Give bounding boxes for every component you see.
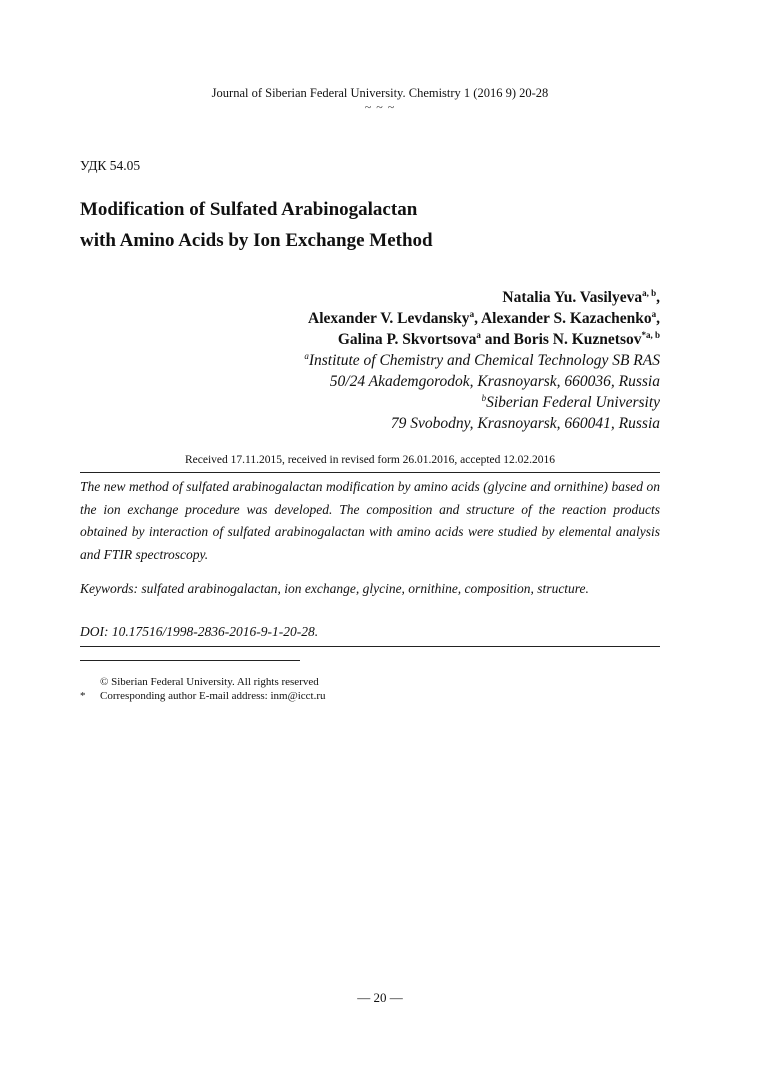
divider-top	[80, 472, 660, 473]
title-line-1: Modification of Sulfated Arabinogalactan	[80, 199, 418, 220]
affiliation-sup: a, b	[642, 287, 657, 298]
footnote-copyright: © Siberian Federal University. All rights reserved	[100, 676, 319, 688]
footnote-rule	[80, 660, 300, 661]
author-name: Alexander S. Kazachenko	[480, 310, 652, 327]
affiliation-sup: *a, b	[641, 329, 660, 340]
author-line-1	[304, 287, 660, 308]
affiliation-mark: b	[481, 392, 487, 403]
affiliation-b-line-1	[304, 392, 660, 413]
doi[interactable]: DOI: 10.17516/1998-2836-2016-9-1-20-28.	[80, 624, 319, 639]
affiliation-b-line-2: 79 Svobodny, Krasnoyarsk, 660041, Russia	[390, 415, 660, 432]
affiliation-a-line-2: 50/24 Akademgorodok, Krasnoyarsk, 660036, Russia	[329, 373, 660, 390]
keywords: Keywords: sulfated arabinogalactan, ion exchange, glycine, ornithine, composition, structure.	[80, 581, 589, 596]
title-line-2: with Amino Acids by Ion Exchange Method	[80, 230, 433, 251]
udk-code: УДК 54.05	[80, 158, 141, 173]
punct: and	[480, 331, 514, 348]
affiliation-text: Siberian Federal University	[486, 394, 660, 411]
affiliation-text: Institute of Chemistry and Chemical Technology SB RAS	[308, 352, 660, 369]
footnote-email[interactable]: Corresponding author E-mail address: inm@icct.ru	[100, 690, 326, 702]
affiliation-sup: a	[469, 308, 475, 319]
affiliation-sup: a	[651, 308, 657, 319]
author-line-2	[304, 308, 660, 329]
author-name: Boris N. Kuznetsov	[513, 331, 642, 348]
journal-header: Journal of Siberian Federal University. Chemistry 1 (2016 9) 20-28	[211, 86, 549, 100]
punct: ,	[656, 310, 660, 327]
punct: ,	[656, 289, 660, 306]
abstract: The new method of sulfated arabinogalactan modification by amino acids (glycine and ornithine) based on the ion exchange procedure was developed. The composition and structure of the reaction products obtained by interaction of sulfated arabinogalactan with amino acids were studied by elemental analysis and FTIR spectroscopy.	[80, 479, 660, 562]
affiliation-mark: a	[304, 350, 309, 361]
author-name: Galina P. Skvortsova	[337, 331, 477, 348]
divider-bottom	[80, 646, 660, 647]
paper-title	[80, 194, 433, 256]
punct: ,	[474, 310, 481, 327]
author-name: Natalia Yu. Vasilyeva	[502, 289, 643, 306]
footnote-mark: *	[80, 690, 86, 702]
author-block	[304, 287, 660, 434]
header-separator: ~ ~ ~	[364, 100, 396, 114]
affiliation-a-line-1	[304, 350, 660, 371]
author-name: Alexander V. Levdansky	[308, 310, 470, 327]
affiliation-sup: a	[476, 329, 481, 340]
footnote-corresponding	[80, 690, 326, 702]
author-line-3	[304, 329, 660, 350]
received-dates: Received 17.11.2015, received in revised form 26.01.2016, accepted 12.02.2016	[184, 454, 556, 466]
page-number: — 20 —	[357, 990, 403, 1005]
